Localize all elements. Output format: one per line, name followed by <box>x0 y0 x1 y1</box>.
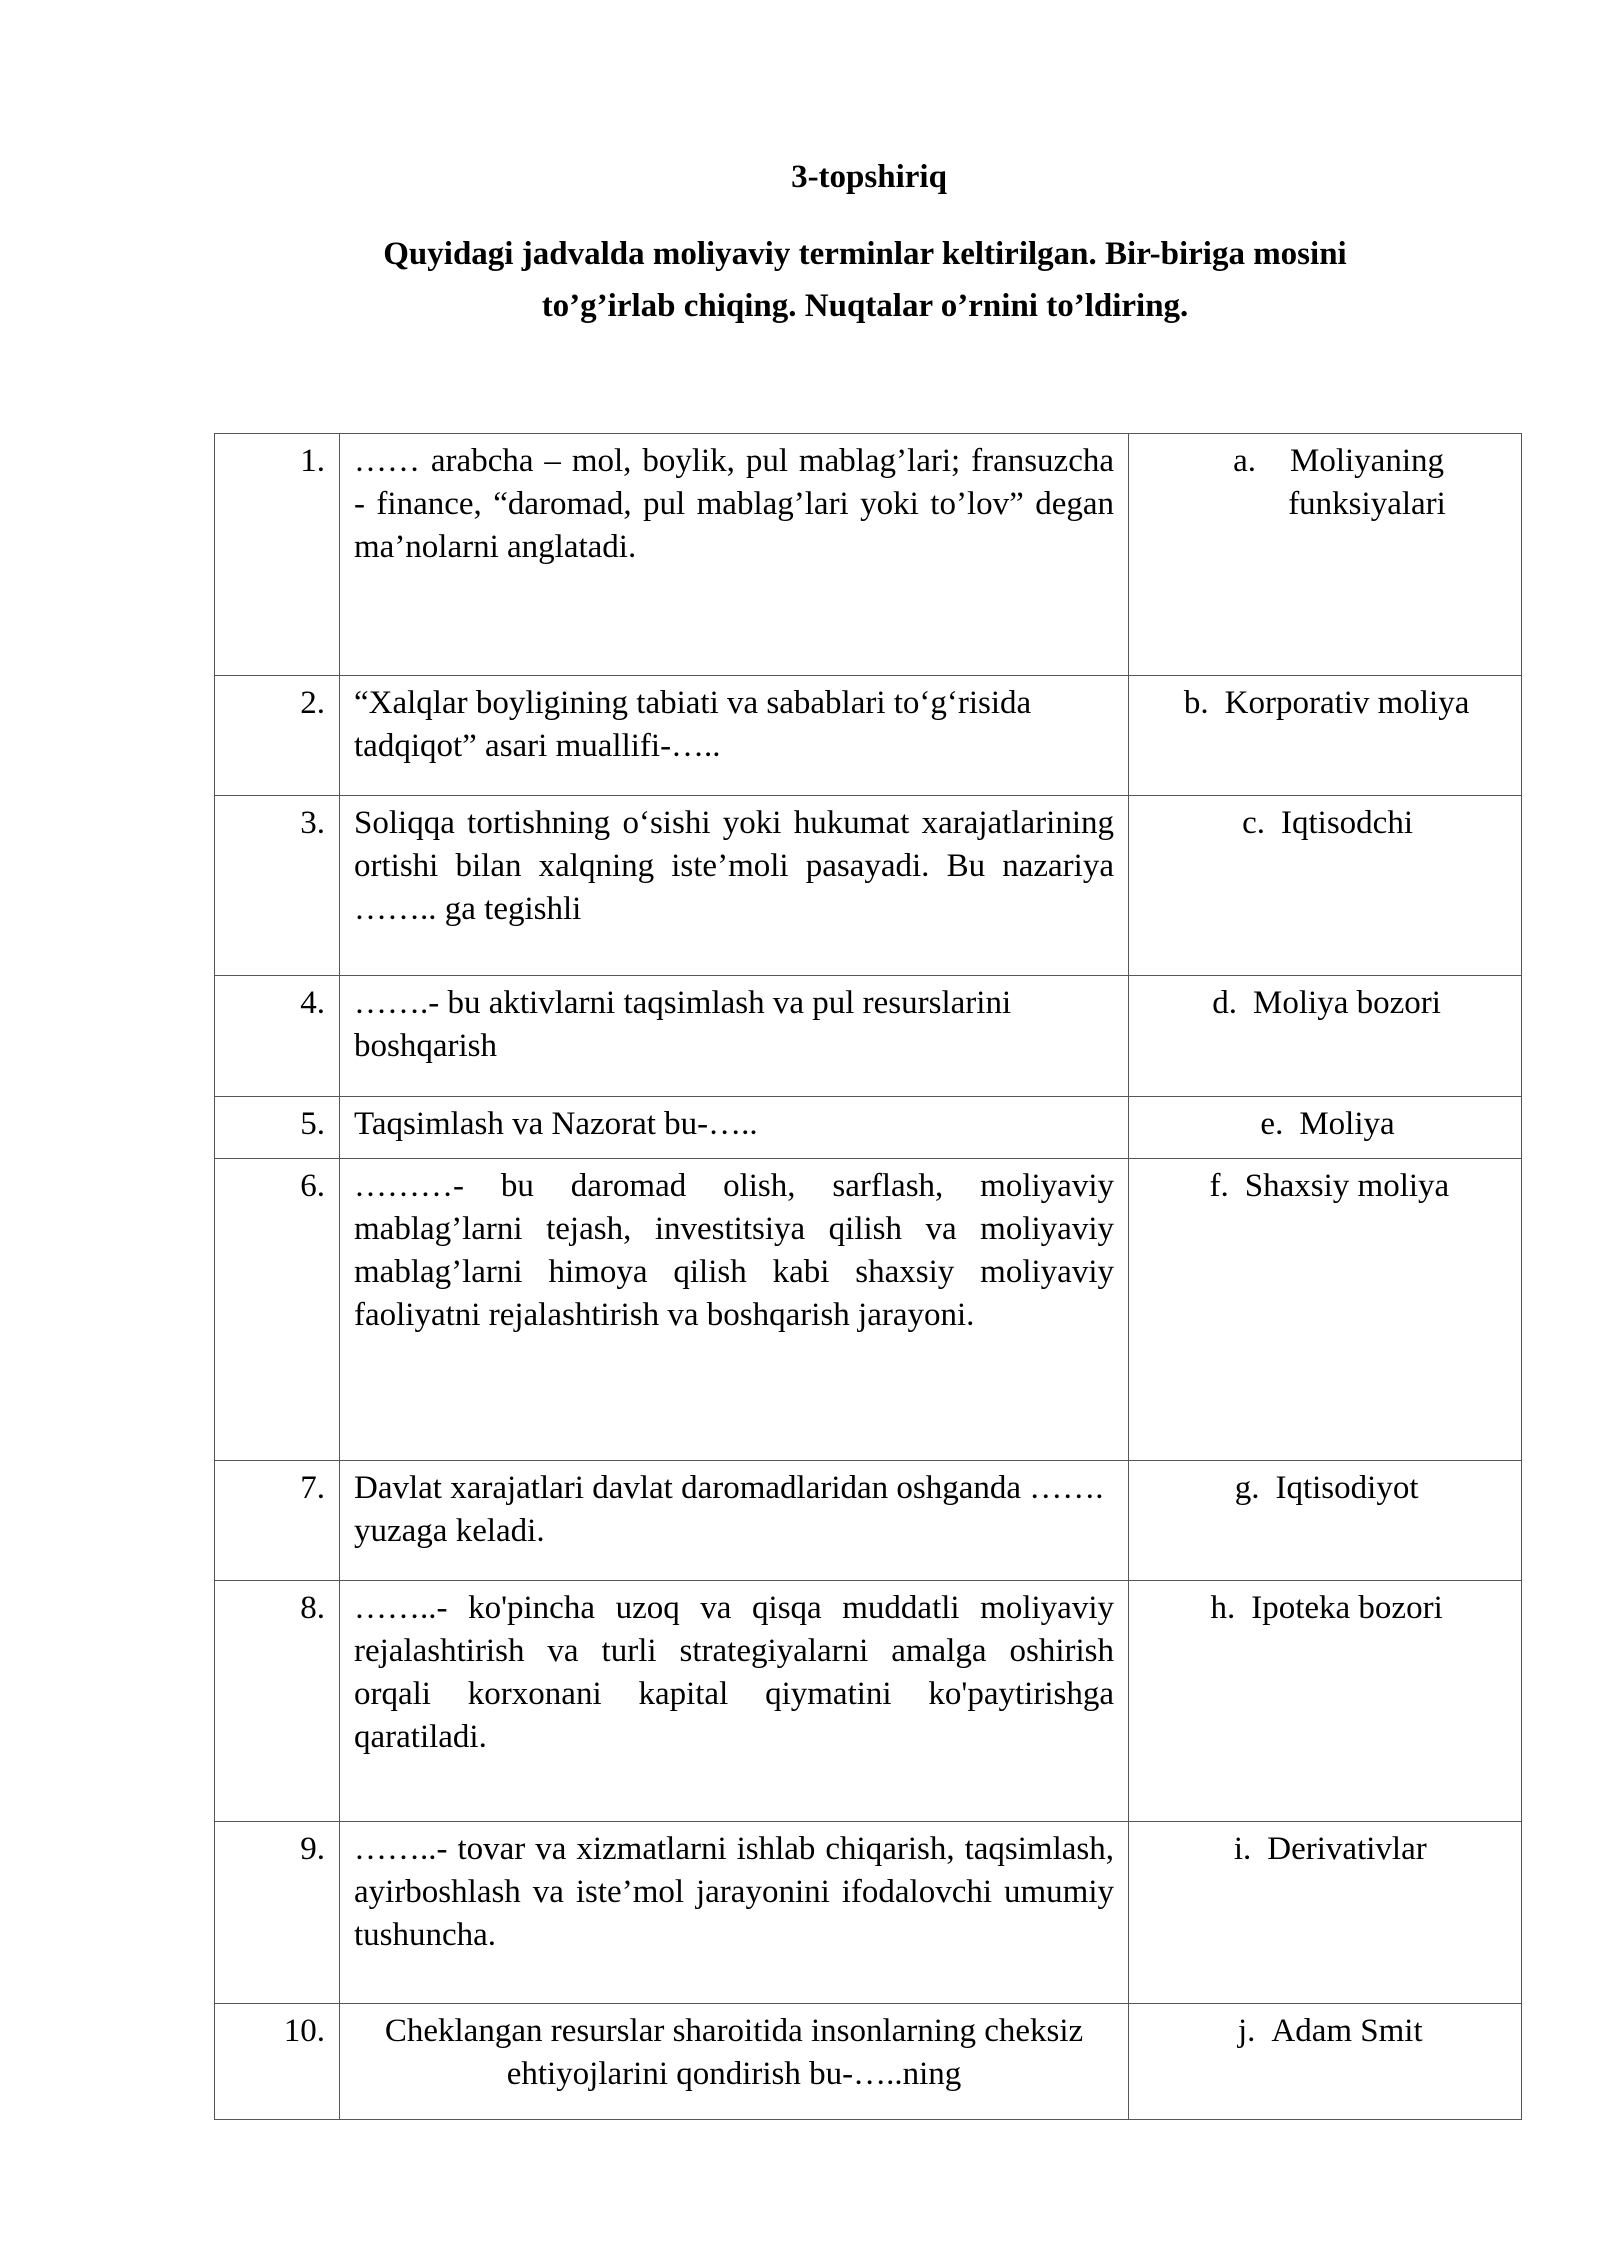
instructions-line-1: Quyidagi jadvalda moliyaviy terminlar keltirilgan. Bir-biriga mosini <box>383 236 1347 272</box>
row-number: 5. <box>215 1097 340 1159</box>
table-row <box>215 976 1522 1097</box>
option-letter: g. <box>1234 1470 1260 1506</box>
option-cell <box>1129 1097 1522 1159</box>
option-cell <box>1129 796 1522 976</box>
statement-text: …… arabcha – mol, boylik, pul mablag’lari; fransuzcha - finance, “daromad, pul mablag’lari yoki to’lov” degan ma’nolarni anglatadi. <box>340 434 1129 676</box>
table-row <box>215 1581 1522 1822</box>
option-letter: f. <box>1209 1168 1229 1204</box>
row-number: 3. <box>215 796 340 976</box>
table-row <box>215 796 1522 976</box>
option-text: Derivativlar <box>1267 1831 1427 1867</box>
table-row <box>215 1159 1522 1461</box>
statement-text: Cheklangan resurslar sharoitida insonlarning cheksiz ehtiyojlarini qondirish bu-…..ning <box>340 2004 1129 2120</box>
table-row <box>215 1461 1522 1581</box>
option-cell <box>1129 976 1522 1097</box>
option-cell <box>1129 676 1522 796</box>
table-row <box>215 1822 1522 2004</box>
option-cell <box>1129 2004 1522 2120</box>
option-letter: a. <box>1233 443 1256 479</box>
table-row <box>215 2004 1522 2120</box>
option-letter: j. <box>1237 2013 1256 2049</box>
page-title: 3-topshiriq <box>791 159 947 195</box>
option-letter: b. <box>1183 685 1209 721</box>
table-row <box>215 434 1522 676</box>
row-number: 2. <box>215 676 340 796</box>
row-number: 6. <box>215 1159 340 1461</box>
table-row <box>215 1097 1522 1159</box>
row-number: 10. <box>215 2004 340 2120</box>
statement-text: Davlat xarajatlari davlat daromadlaridan oshganda ……. yuzaga keladi. <box>340 1461 1129 1581</box>
option-letter: h. <box>1210 1590 1236 1626</box>
option-text: Adam Smit <box>1271 2013 1423 2049</box>
option-text: Moliya <box>1299 1106 1395 1142</box>
row-number: 1. <box>215 434 340 676</box>
matching-table <box>214 433 1522 2120</box>
statement-text: Taqsimlash va Nazorat bu-….. <box>340 1097 1129 1159</box>
option-cell <box>1129 1159 1522 1461</box>
statement-text: ………- bu daromad olish, sarflash, moliyaviy mablag’larni tejash, investitsiya qilish va moliyaviy mablag’larni himoya qilish kabi shaxsiy moliyaviy faoliyatni rejalashtirish va boshqarish jarayoni. <box>340 1159 1129 1461</box>
table-row <box>215 676 1522 796</box>
statement-text: ……..- tovar va xizmatlarni ishlab chiqarish, taqsimlash, ayirboshlash va iste’mol jarayonini ifodalovchi umumiy tushuncha. <box>340 1822 1129 2004</box>
option-letter: e. <box>1260 1106 1284 1142</box>
option-text: Iqtisodiyot <box>1275 1470 1419 1506</box>
row-number: 9. <box>215 1822 340 2004</box>
statement-text: Soliqqa tortishning o‘sishi yoki hukumat xarajatlarining ortishi bilan xalqning iste’moli pasayadi. Bu nazariya …….. ga tegishli <box>340 796 1129 976</box>
option-text: Shaxsiy moliya <box>1244 1168 1450 1204</box>
option-cell <box>1129 1461 1522 1581</box>
option-cell <box>1129 434 1522 676</box>
option-cell <box>1129 1581 1522 1822</box>
option-text: Korporativ moliya <box>1224 685 1470 721</box>
option-text: Iqtisodchi <box>1281 805 1413 841</box>
statement-text: …….- bu aktivlarni taqsimlash va pul resurslarini boshqarish <box>340 976 1129 1097</box>
row-number: 8. <box>215 1581 340 1822</box>
row-number: 4. <box>215 976 340 1097</box>
option-letter: i. <box>1233 1831 1252 1867</box>
option-letter: d. <box>1212 985 1238 1021</box>
instructions-line-2: to’g’irlab chiqing. Nuqtalar o’rnini to’ldiring. <box>541 288 1189 324</box>
statement-text: ……..- ko'pincha uzoq va qisqa muddatli moliyaviy rejalashtirish va turli strategiyalarni amalga oshirish orqali korxonani kapital qiymatini ko'paytirishga qaratiladi. <box>340 1581 1129 1822</box>
option-letter: c. <box>1242 805 1265 841</box>
statement-text: “Xalqlar boyligining tabiati va sabablari to‘g‘risida tadqiqot” asari muallifi-….. <box>340 676 1129 796</box>
option-text: Moliya bozori <box>1253 985 1441 1021</box>
instructions <box>250 228 1480 332</box>
option-cell <box>1129 1822 1522 2004</box>
option-text: Moliyaning funksiyalari <box>1288 443 1446 522</box>
row-number: 7. <box>215 1461 340 1581</box>
option-text: Ipoteka bozori <box>1251 1590 1443 1626</box>
